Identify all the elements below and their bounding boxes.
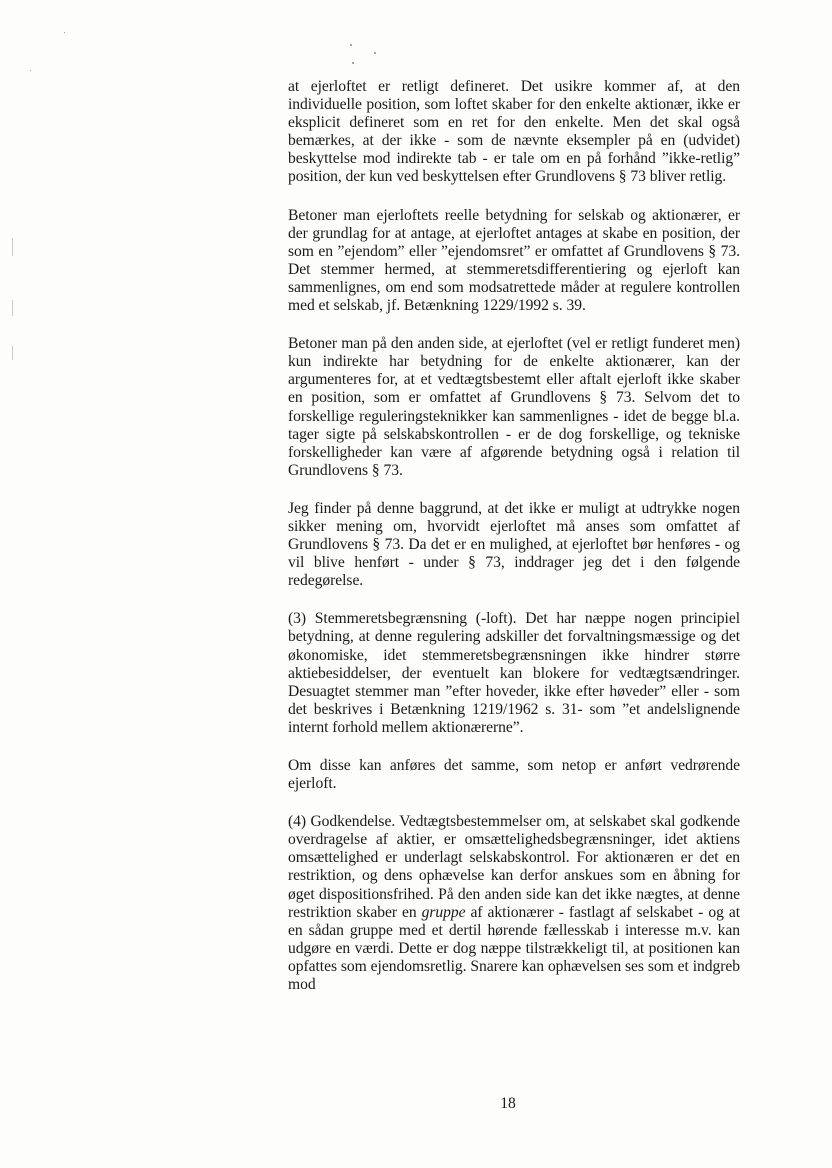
scan-speck (374, 52, 376, 54)
scan-speck (30, 70, 31, 71)
paragraph: (3) Stemmeretsbegrænsning (-loft). Det har næppe nogen principiel betydning, at denne regulering adskiller det forvaltningsmæssige og det økonomiske, idet stemmeretsbegrænsningen ikke hindrer større aktiebesiddelser, der eventuelt kan blokere for vedtægtsændringer. Desuagtet stemmer man ”efter hoveder, ikke efter høveder” eller - som det beskrives i Betænkning 1219/1962 s. 31- som ”et andelslignende internt forhold mellem aktionærerne”. (288, 610, 740, 736)
scan-speck (350, 44, 352, 46)
page-number: 18 (500, 1095, 516, 1112)
scan-margin-mark (12, 300, 13, 316)
document-body (288, 78, 740, 1014)
paragraph: Om disse kan anføres det samme, som netop er anført vedrørende ejerloft. (288, 757, 740, 793)
paragraph: Jeg finder på denne baggrund, at det ikke er muligt at udtrykke nogen sikker mening om, hvorvidt ejerloftet må anses som omfattet af Grundlovens § 73. Da det er en mulighed, at ejerloftet bør henføres - og vil blive henført - under § 73, inddrager jeg det i den følgende redegørelse. (288, 499, 740, 590)
scan-speck (64, 32, 65, 33)
italic-term: gruppe (421, 903, 466, 921)
paragraph-text: (4) Godkendelse. Vedtægtsbestemmelser om, at selskabet skal godkende overdragelse af aktier, er omsættelighedsbegrænsninger, idet aktiens omsættelighed er underlagt selskabskontrol. For aktionæren er det en restriktion, og dens ophævelse kan derfor anskues som en åbning for øget dispositionsfrihed. På den anden side kan det ikke nægtes, at denne restriktion skaber en (288, 813, 740, 921)
paragraph-text: af aktionærer - fastlagt af selskabet - og at en sådan gruppe med et dertil hørende fællesskab i interesse m.v. kan udgøre en værdi. Dette er dog næppe tilstrækkeligt til, at positionen kan opfattes som ejendomsretlig. Snarere kan ophævelsen ses som et indgreb mod (288, 903, 740, 994)
scan-margin-mark (12, 238, 13, 256)
scan-speck (352, 62, 354, 64)
paragraph: at ejerloftet er retligt defineret. Det usikre kommer af, at den individuelle position, som loftet skaber for den enkelte aktionær, ikke er eksplicit defineret som en ret for den enkelte. Men det skal også bemærkes, at der ikke - som de nævnte eksempler på en (udvidet) beskyttelse mod indirekte tab - er tale om en på forhånd ”ikke-retlig” position, der kun ved beskyttelsen efter Grundlovens § 73 bliver retlig. (288, 78, 740, 186)
paragraph: Betoner man på den anden side, at ejerloftet (vel er retligt funderet men) kun indirekte har betydning for de enkelte aktionærer, kan der argumenteres for, at et vedtægtsbestemt eller aftalt ejerloft ikke skaber en position, som er omfattet af Grundlovens § 73. Selvom det to forskellige reguleringsteknikker kan sammenlignes - idet de begge bl.a. tager sigte på selskabskontrollen - er de dog forskellige, og tekniske forskelligheder kan være af afgørende betydning også i relation til Grundlovens § 73. (288, 335, 740, 479)
paragraph-godkendelse (288, 813, 740, 994)
scan-margin-mark (12, 346, 13, 360)
paragraph: Betoner man ejerloftets reelle betydning for selskab og aktionærer, er der grundlag for at antage, at ejerloftet antages at skabe en position, der som en ”ejendom” eller ”ejendomsret” er omfattet af Grundlovens § 73. Det stemmer hermed, at stemmeretsdifferentiering og ejerloft kan sammenlignes, om end som modsatrettede måder at regulere kontrollen med et selskab, jf. Betænkning 1229/1992 s. 39. (288, 206, 740, 315)
